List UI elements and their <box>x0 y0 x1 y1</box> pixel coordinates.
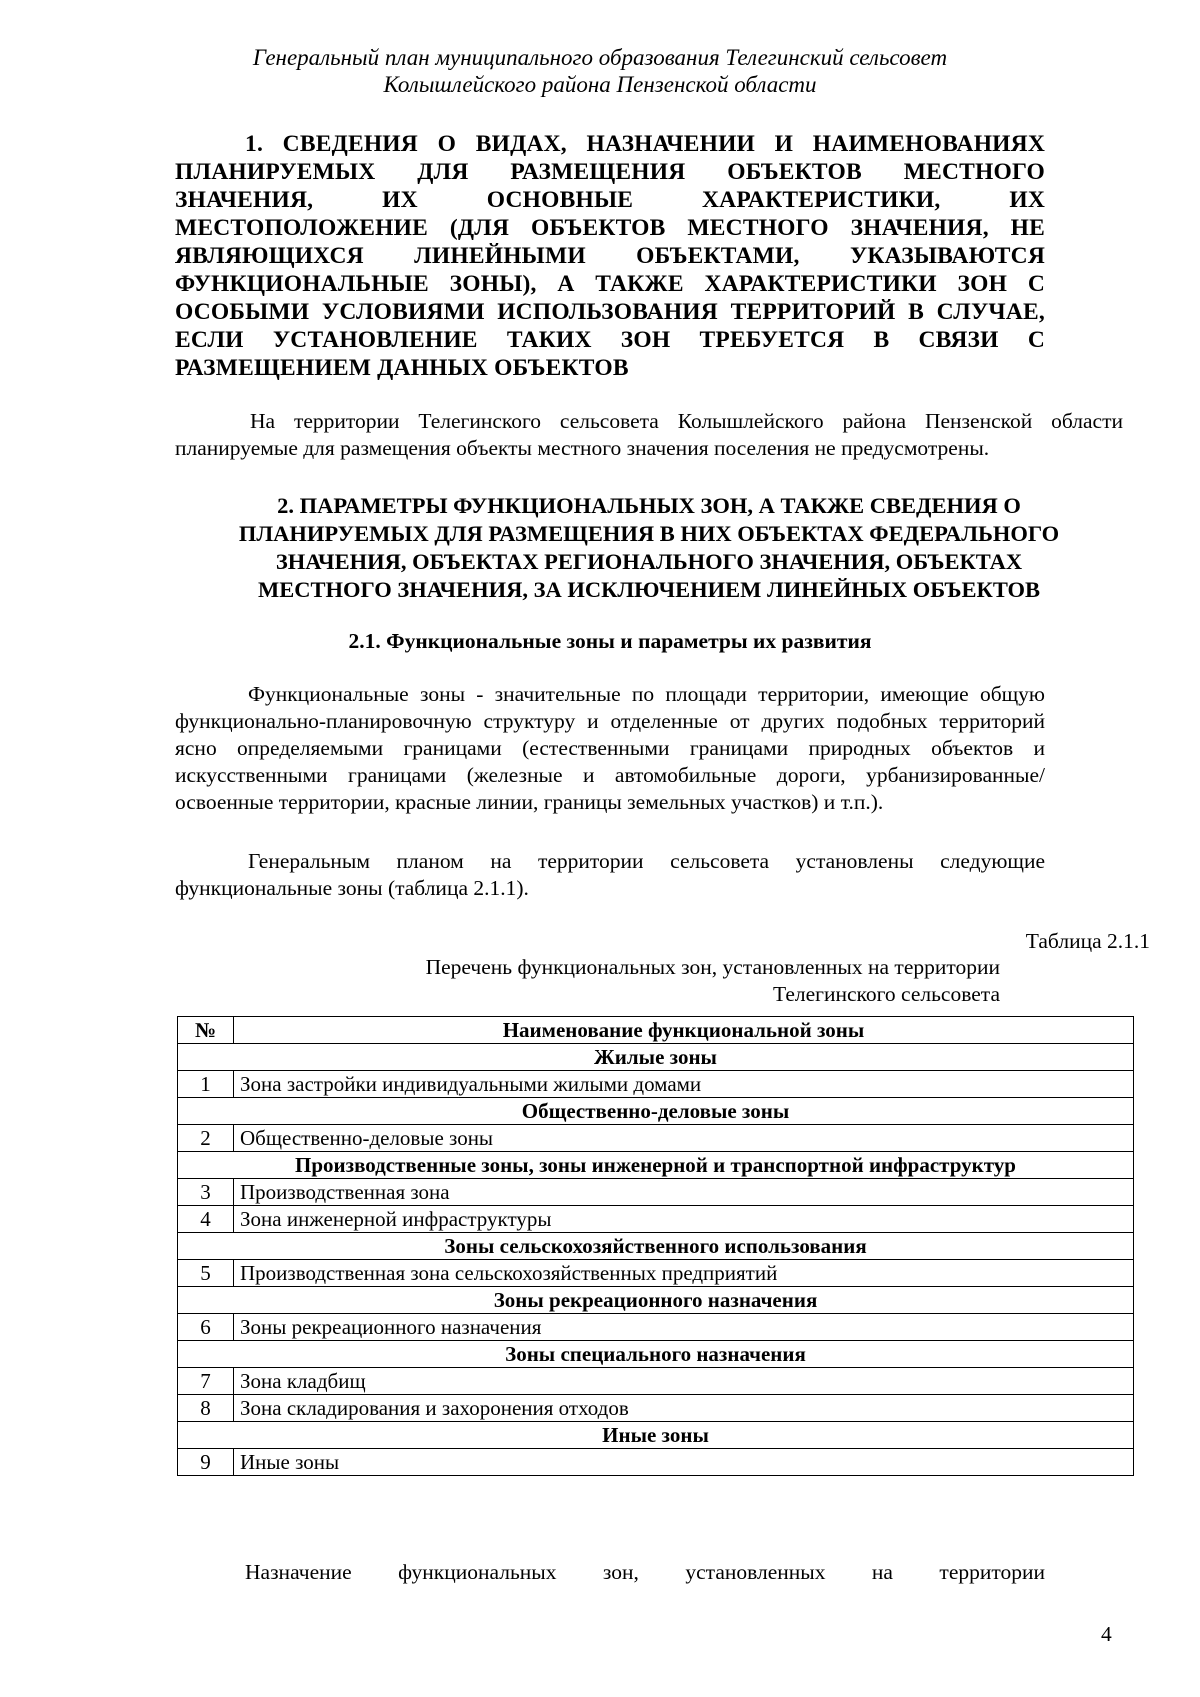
table-row <box>178 1314 1134 1341</box>
zone-name: Иные зоны <box>234 1449 1134 1476</box>
table-row <box>178 1125 1134 1152</box>
zone-number: 5 <box>178 1260 234 1287</box>
zones-definition-paragraph: Функциональные зоны - значительные по площади территории, имеющие общую функционально-планировочную структуру и отделенные от других подобных территорий ясно определяемыми границами (естественными границами природных объектов и искусственными границами (железные и автомобильные дороги, урбанизированные/освоенные территории, красные линии, границы земельных участков) и т.п.). <box>175 682 1045 814</box>
zone-group-name: Зоны специального назначения <box>178 1341 1134 1368</box>
table-row <box>178 1179 1134 1206</box>
header-number: № <box>178 1017 234 1044</box>
zone-number: 1 <box>178 1071 234 1098</box>
running-header <box>0 44 1200 98</box>
zone-number: 2 <box>178 1125 234 1152</box>
zone-number: 6 <box>178 1314 234 1341</box>
zones-purpose-paragraph: Назначение функциональных зон, установленных на территории <box>245 1560 1045 1584</box>
zone-number: 8 <box>178 1395 234 1422</box>
header-line-2: Колышлейского района Пензенской области <box>383 72 817 97</box>
table-group-row <box>178 1287 1134 1314</box>
zone-name: Зона инженерной инфраструктуры <box>234 1206 1134 1233</box>
zone-name: Производственная зона <box>234 1179 1134 1206</box>
zone-group-name: Зоны сельскохозяйственного использования <box>178 1233 1134 1260</box>
zone-name: Производственная зона сельскохозяйственных предприятий <box>234 1260 1134 1287</box>
zone-name: Зона кладбищ <box>234 1368 1134 1395</box>
zone-name: Зона застройки индивидуальными жилыми домами <box>234 1071 1134 1098</box>
zone-group-name: Общественно-деловые зоны <box>178 1098 1134 1125</box>
zone-number: 7 <box>178 1368 234 1395</box>
table-row <box>178 1395 1134 1422</box>
zone-group-name: Зоны рекреационного назначения <box>178 1287 1134 1314</box>
table-row <box>178 1206 1134 1233</box>
table-group-row <box>178 1233 1134 1260</box>
header-line-1: Генеральный план муниципального образования Телегинский сельсовет <box>252 45 948 70</box>
zones-intro-paragraph: Генеральным планом на территории сельсовета установлены следующие функциональные зоны (таблица 2.1.1). <box>175 849 1045 900</box>
table-caption <box>330 954 1000 1008</box>
table-group-row <box>178 1341 1134 1368</box>
table-header-row <box>178 1017 1134 1044</box>
table-row <box>178 1368 1134 1395</box>
zone-group-name: Производственные зоны, зоны инженерной и транспортной инфраструктур <box>178 1152 1134 1179</box>
table-group-row <box>178 1422 1134 1449</box>
section-2-title-line: ПЛАНИРУЕМЫХ ДЛЯ РАЗМЕЩЕНИЯ В НИХ ОБЪЕКТАХ ФЕДЕРАЛЬНОГО <box>238 521 1060 546</box>
zone-name: Зона складирования и захоронения отходов <box>234 1395 1134 1422</box>
zone-group-name: Жилые зоны <box>178 1044 1134 1071</box>
section-2-title-line: 2. ПАРАМЕТРЫ ФУНКЦИОНАЛЬНЫХ ЗОН, А ТАКЖЕ СВЕДЕНИЯ О <box>277 493 1021 518</box>
table-caption-line-2: Телегинского сельсовета <box>773 982 1000 1006</box>
table-group-row <box>178 1152 1134 1179</box>
table-row <box>178 1260 1134 1287</box>
section-2-title-line: ЗНАЧЕНИЯ, ОБЪЕКТАХ РЕГИОНАЛЬНОГО ЗНАЧЕНИЯ, ОБЪЕКТАХ <box>275 549 1023 574</box>
table-label: Таблица 2.1.1 <box>1025 929 1150 953</box>
section-2-title <box>175 492 1123 604</box>
page-number: 4 <box>1101 1622 1112 1646</box>
zone-number: 9 <box>178 1449 234 1476</box>
zone-name: Зоны рекреационного назначения <box>234 1314 1134 1341</box>
table-group-row <box>178 1098 1134 1125</box>
section-2-title-line: МЕСТНОГО ЗНАЧЕНИЯ, ЗА ИСКЛЮЧЕНИЕМ ЛИНЕЙНЫХ ОБЪЕКТОВ <box>257 577 1041 602</box>
section-1-title: 1. СВЕДЕНИЯ О ВИДАХ, НАЗНАЧЕНИИ И НАИМЕНОВАНИЯХ ПЛАНИРУЕМЫХ ДЛЯ РАЗМЕЩЕНИЯ ОБЪЕКТОВ МЕСТНОГО ЗНАЧЕНИЯ, ИХ ОСНОВНЫЕ ХАРАКТЕРИСТИКИ, ИХ МЕСТОПОЛОЖЕНИЕ (ДЛЯ ОБЪЕКТОВ МЕСТНОГО ЗНАЧЕНИЯ, НЕ ЯВЛЯЮЩИХСЯ ЛИНЕЙНЫМИ ОБЪЕКТАМИ, УКАЗЫВАЮТСЯ ФУНКЦИОНАЛЬНЫЕ ЗОНЫ), А ТАКЖЕ ХАРАКТЕРИСТИКИ ЗОН С ОСОБЫМИ УСЛОВИЯМИ ИСПОЛЬЗОВАНИЯ ТЕРРИТОРИЙ В СЛУЧАЕ, ЕСЛИ УСТАНОВЛЕНИЕ ТАКИХ ЗОН ТРЕБУЕТСЯ В СВЯЗИ С РАЗМЕЩЕНИЕМ ДАННЫХ ОБЪЕКТОВ <box>175 131 1045 381</box>
table-caption-line-1: Перечень функциональных зон, установленных на территории <box>425 955 1000 979</box>
zone-group-name: Иные зоны <box>178 1422 1134 1449</box>
subsection-2-1-title: 2.1. Функциональные зоны и параметры их развития <box>348 629 872 653</box>
table-group-row <box>178 1044 1134 1071</box>
zone-number: 4 <box>178 1206 234 1233</box>
table-row <box>178 1071 1134 1098</box>
zone-number: 3 <box>178 1179 234 1206</box>
table-body <box>178 1044 1134 1476</box>
section-1-paragraph: На территории Телегинского сельсовета Колышлейского района Пензенской области планируемые для размещения объекты местного значения поселения не предусмотрены. <box>175 409 1123 460</box>
table-row <box>178 1449 1134 1476</box>
functional-zones-table <box>177 1016 1134 1476</box>
header-zone-name: Наименование функциональной зоны <box>234 1017 1134 1044</box>
zone-name: Общественно-деловые зоны <box>234 1125 1134 1152</box>
